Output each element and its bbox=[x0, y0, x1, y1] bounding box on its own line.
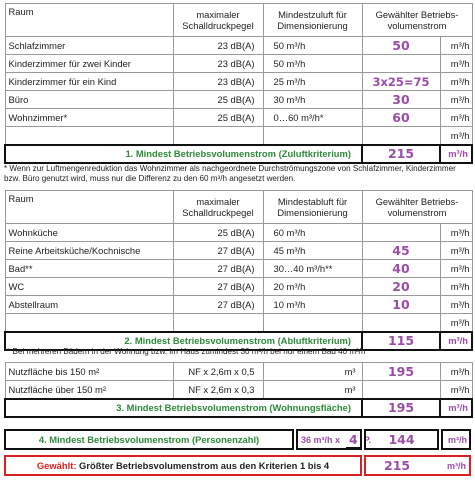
table-row bbox=[5, 314, 472, 332]
min-flow: 60 m³/h bbox=[263, 224, 362, 242]
header-chosen-flow: Gewählter Betriebs-volumenstrom bbox=[362, 4, 472, 37]
chosen-flow-value[interactable]: 60 bbox=[362, 109, 440, 127]
flow-unit: m³/h bbox=[440, 224, 472, 242]
supply-total-unit: m³/h bbox=[440, 145, 472, 163]
table-row bbox=[5, 242, 472, 260]
room-name: Schlafzimmer bbox=[5, 37, 173, 55]
exhaust-total-label: 2. Mindest Betriebsvolumenstrom (Abluftkriterium) bbox=[5, 332, 362, 350]
chosen-flow-value[interactable]: 10 bbox=[362, 296, 440, 314]
sound-level: 27 dB(A) bbox=[173, 278, 263, 296]
min-flow: 45 m³/h bbox=[263, 242, 362, 260]
table-row bbox=[5, 37, 472, 55]
chosen-flow-value[interactable]: 20 bbox=[362, 278, 440, 296]
min-flow bbox=[263, 314, 362, 332]
result-label-prefix: Gewählt: bbox=[36, 460, 77, 471]
sound-level: 23 dB(A) bbox=[173, 37, 263, 55]
persons-rate: 36 m³/h x bbox=[301, 434, 341, 445]
area-formula: NF x 2,6m x 0,3 bbox=[173, 381, 263, 399]
exhaust-header-row bbox=[5, 191, 472, 224]
header-sound-level: maximaler Schalldruckpegel bbox=[173, 4, 263, 37]
header-raum: Raum bbox=[5, 191, 173, 224]
persons-rate-box bbox=[296, 429, 372, 450]
supply-total-row bbox=[5, 145, 472, 163]
exhaust-footnote: ** Bei mehreren Bädern in der Wohnung bzw. im Haus zumindest 30 m³/h bei nur einem Bad 40 m³/h bbox=[4, 347, 366, 356]
exhaust-total-value: 115 bbox=[362, 332, 440, 350]
supply-total-label: 1. Mindest Betriebsvolumenstrom (Zuluftkriterium) bbox=[5, 145, 362, 163]
chosen-flow-value[interactable] bbox=[362, 314, 440, 332]
persons-unit-box bbox=[441, 429, 471, 450]
result-label-box bbox=[4, 455, 362, 476]
min-flow: 30 m³/h bbox=[263, 91, 362, 109]
persons-label-box bbox=[4, 429, 294, 450]
sound-level bbox=[173, 314, 263, 332]
persons-value: 144 bbox=[388, 432, 415, 447]
sound-level bbox=[173, 127, 263, 145]
area-label: Nutzfläche über 150 m² bbox=[5, 381, 173, 399]
flow-unit: m³/h bbox=[440, 127, 472, 145]
chosen-flow-value[interactable] bbox=[362, 55, 440, 73]
table-row bbox=[5, 278, 472, 296]
flow-unit: m³/h bbox=[440, 73, 472, 91]
supply-total-value: 215 bbox=[362, 145, 440, 163]
header-min-exhaust: Mindestabluft für Dimensionierung bbox=[263, 191, 362, 224]
area-total-label: 3. Mindest Betriebsvolumenstrom (Wohnungsfläche) bbox=[5, 399, 362, 417]
sound-level: 27 dB(A) bbox=[173, 260, 263, 278]
supply-air-table bbox=[4, 3, 473, 164]
area-formula: NF x 2,6m x 0,5 bbox=[173, 363, 263, 381]
header-sound-level: maximaler Schalldruckpegel bbox=[173, 191, 263, 224]
sound-level: 27 dB(A) bbox=[173, 242, 263, 260]
chosen-flow-value[interactable]: 3x25=75 bbox=[362, 73, 440, 91]
min-flow: 0…60 m³/h* bbox=[263, 109, 362, 127]
exhaust-total-unit: m³/h bbox=[440, 332, 472, 350]
chosen-flow-value[interactable]: 30 bbox=[362, 91, 440, 109]
table-row bbox=[5, 55, 472, 73]
chosen-flow-value[interactable]: 45 bbox=[362, 242, 440, 260]
sound-level: 25 dB(A) bbox=[173, 109, 263, 127]
result-unit: m³/h bbox=[447, 460, 466, 471]
header-chosen-flow: Gewählter Betriebs-volumenstrom bbox=[362, 191, 472, 224]
table-row bbox=[5, 127, 472, 145]
table-row bbox=[5, 91, 472, 109]
chosen-flow-value[interactable] bbox=[362, 224, 440, 242]
flow-unit: m³/h bbox=[440, 91, 472, 109]
table-row bbox=[5, 109, 472, 127]
chosen-flow-value[interactable] bbox=[362, 381, 440, 399]
room-name bbox=[5, 127, 173, 145]
flow-unit: m³/h bbox=[440, 278, 472, 296]
chosen-flow-value[interactable] bbox=[362, 127, 440, 145]
area-total-unit: m³/h bbox=[440, 399, 472, 417]
result-value: 215 bbox=[384, 458, 411, 473]
room-name: Wohnküche bbox=[5, 224, 173, 242]
flow-unit: m³/h bbox=[440, 109, 472, 127]
room-name: WC bbox=[5, 278, 173, 296]
room-name: Bad** bbox=[5, 260, 173, 278]
persons-count-unit: P. bbox=[363, 434, 372, 445]
sound-level: 25 dB(A) bbox=[173, 224, 263, 242]
table-row bbox=[5, 296, 472, 314]
flow-unit: m³/h bbox=[440, 296, 472, 314]
table-row bbox=[5, 363, 472, 381]
table-row bbox=[5, 224, 472, 242]
flow-unit: m³/h bbox=[440, 37, 472, 55]
min-flow: 10 m³/h bbox=[263, 296, 362, 314]
header-raum: Raum bbox=[5, 4, 173, 37]
chosen-flow-value[interactable]: 40 bbox=[362, 260, 440, 278]
table-row bbox=[5, 260, 472, 278]
room-name: Kinderzimmer für ein Kind bbox=[5, 73, 173, 91]
room-name: Büro bbox=[5, 91, 173, 109]
room-name: Wohnzimmer* bbox=[5, 109, 173, 127]
header-min-supply: Mindestzuluft für Dimensionierung bbox=[263, 4, 362, 37]
sound-level: 23 dB(A) bbox=[173, 73, 263, 91]
chosen-flow-value[interactable]: 195 bbox=[362, 363, 440, 381]
exhaust-air-table bbox=[4, 190, 473, 351]
room-name: Abstellraum bbox=[5, 296, 173, 314]
room-name: Kinderzimmer für zwei Kinder bbox=[5, 55, 173, 73]
flow-unit: m³/h bbox=[440, 55, 472, 73]
min-flow: 20 m³/h bbox=[263, 278, 362, 296]
persons-value-box bbox=[364, 429, 439, 450]
persons-unit: m³/h bbox=[448, 434, 467, 445]
area-total-value: 195 bbox=[362, 399, 440, 417]
sound-level: 23 dB(A) bbox=[173, 55, 263, 73]
sound-level: 25 dB(A) bbox=[173, 91, 263, 109]
flow-unit: m³/h bbox=[440, 363, 472, 381]
min-flow: 25 m³/h bbox=[263, 73, 362, 91]
area-label: Nutzfläche bis 150 m² bbox=[5, 363, 173, 381]
room-name: Reine Arbeitsküche/Kochnische bbox=[5, 242, 173, 260]
persons-count[interactable]: 4 bbox=[346, 432, 361, 448]
area-total-row bbox=[5, 399, 472, 417]
flow-unit: m³/h bbox=[440, 314, 472, 332]
supply-footnote: * Wenn zur Luftmengenreduktion das Wohnzimmer als nachgeordnete Durchströmungszone von Schlafzimmer, Kinderzimmer bzw. Büro genutzt wird, muss nur die Differenz zu den 60 m³/h angesetzt werden. bbox=[4, 164, 456, 183]
floor-area-table bbox=[4, 362, 473, 418]
min-flow: 50 m³/h bbox=[263, 37, 362, 55]
flow-unit: m³/h bbox=[440, 242, 472, 260]
min-flow: 50 m³/h bbox=[263, 55, 362, 73]
result-label-text: Größter Betriebsvolumenstrom aus den Kriterien 1 bis 4 bbox=[76, 460, 330, 471]
flow-unit: m³/h bbox=[440, 381, 472, 399]
area-formula-unit: m³ bbox=[263, 363, 362, 381]
supply-header-row bbox=[5, 4, 472, 37]
area-formula-unit: m³ bbox=[263, 381, 362, 399]
persons-label: 4. Mindest Betriebsvolumenstrom (Personenzahl) bbox=[38, 434, 260, 445]
room-name bbox=[5, 314, 173, 332]
result-value-box bbox=[364, 455, 471, 476]
min-flow: 30…40 m³/h** bbox=[263, 260, 362, 278]
table-row bbox=[5, 73, 472, 91]
table-row bbox=[5, 381, 472, 399]
min-flow bbox=[263, 127, 362, 145]
sound-level: 27 dB(A) bbox=[173, 296, 263, 314]
flow-unit: m³/h bbox=[440, 260, 472, 278]
chosen-flow-value[interactable]: 50 bbox=[362, 37, 440, 55]
